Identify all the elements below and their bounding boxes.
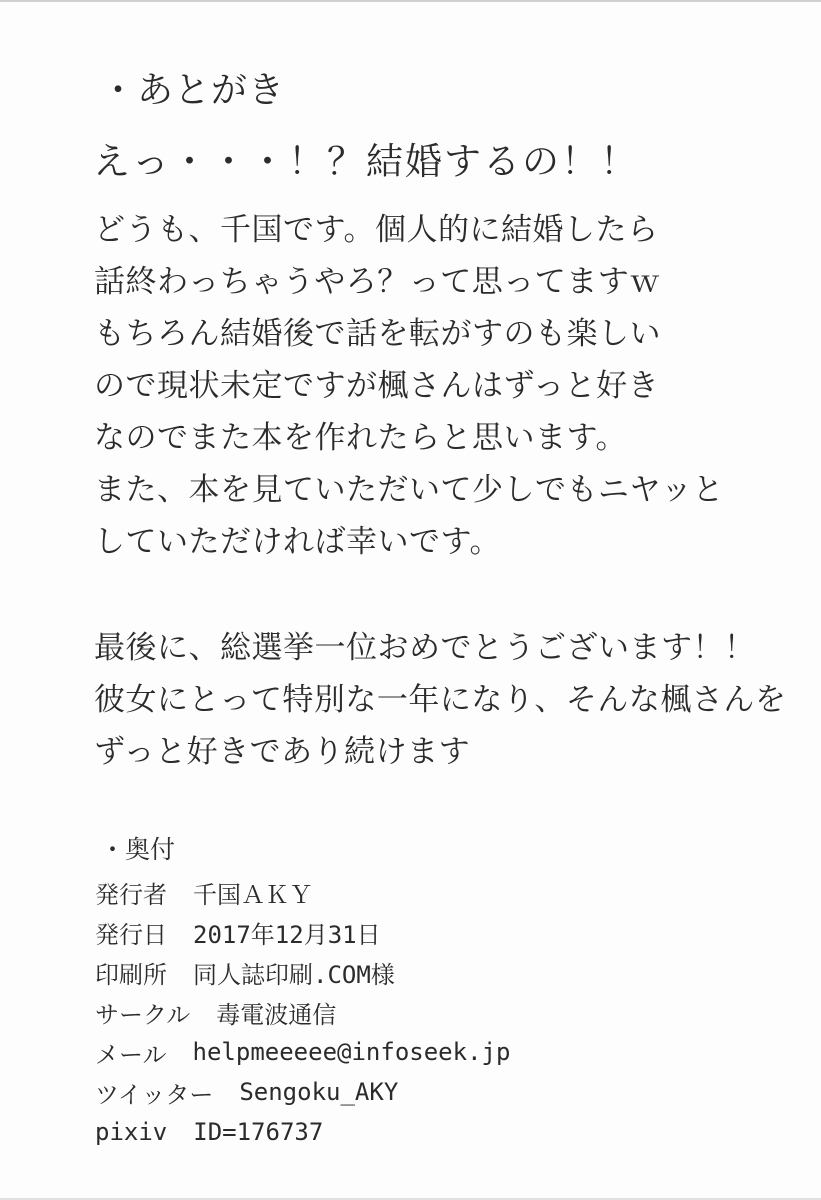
afterword-subtitle: えっ・・・！？結婚するの！！	[93, 141, 639, 182]
colophon-value: helpmeeeee@infoseek.jp	[192, 1038, 511, 1066]
paragraph-line: 彼女にとって特別な一年になり、そんな楓さんを	[94, 682, 787, 717]
colophon-row-circle	[95, 992, 510, 1032]
colophon-title: ・奥付	[100, 836, 176, 864]
afterword-paragraph-1	[94, 204, 724, 568]
paragraph-line: もちろん結婚後で話を転がすのも楽しい	[94, 316, 661, 351]
colophon-value: 千国ＡＫＹ	[193, 880, 313, 909]
afterword-paragraph-2	[94, 622, 786, 778]
paragraph-line: ずっと好きであり続けます	[94, 734, 471, 769]
colophon-row-pixiv	[95, 1112, 510, 1152]
colophon-label: 発行者	[95, 880, 167, 909]
paragraph-line: どうも、千国です。個人的に結婚したら	[94, 212, 659, 247]
colophon-label: メール	[95, 1040, 167, 1069]
paragraph-line: なのでまた本を作れたらと思います。	[94, 420, 628, 455]
paragraph-line: 最後に、総選挙一位おめでとうございます！！	[94, 630, 756, 665]
colophon-value: ID=176737	[193, 1118, 324, 1146]
colophon-value: 同人誌印刷.COM様	[193, 960, 395, 989]
colophon-label: 発行日	[95, 920, 167, 949]
colophon-value: 2017年12月31日	[193, 920, 381, 949]
colophon-label: サークル	[95, 1000, 191, 1029]
colophon-label: ツイッター	[95, 1080, 214, 1109]
colophon-label: pixiv	[95, 1118, 168, 1146]
colophon-label: 印刷所	[95, 960, 167, 989]
paragraph-line: 話終わっちゃうやろ？って思ってますｗ	[94, 264, 661, 299]
scan-edge-top	[0, 0, 821, 2]
colophon-section	[95, 872, 510, 1152]
colophon-value: 毒電波通信	[216, 1000, 337, 1029]
colophon-row-publisher	[95, 872, 510, 912]
colophon-row-publish-date	[95, 912, 510, 952]
colophon-value: Sengoku_AKY	[239, 1078, 399, 1106]
paragraph-line: していただければ幸いです。	[94, 524, 502, 559]
paragraph-line: ので現状未定ですが楓さんはずっと好き	[94, 368, 660, 403]
colophon-row-twitter	[95, 1072, 510, 1112]
colophon-row-email	[95, 1032, 510, 1072]
afterword-title: ・あとがき	[100, 69, 286, 110]
paragraph-line: また、本を見ていただいて少しでもニヤッと	[94, 472, 724, 507]
colophon-row-printer	[95, 952, 510, 992]
